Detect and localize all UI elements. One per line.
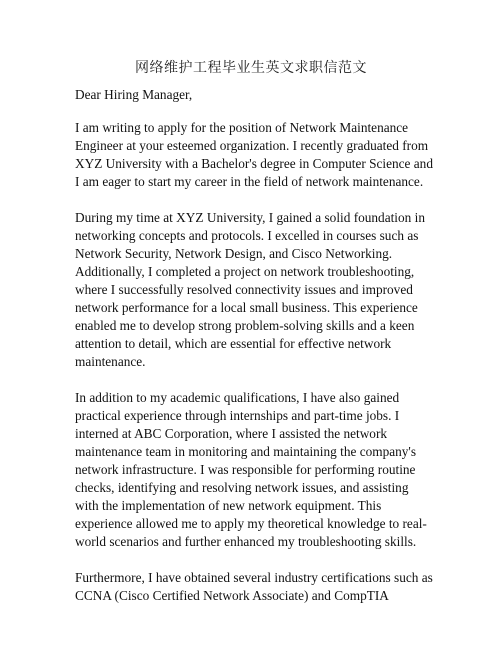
letter-body [75, 86, 435, 623]
paragraph-experience: In addition to my academic qualifications, I have also gained practical experience through internships and part-time jobs. I interned at ABC Corporation, where I assisted the network maintenance team in monitoring and maintaining the company's network infrastructure. I was responsible for performing routine checks, identifying and resolving network issues, and assisting with the implementation of new network equipment. This experience allowed me to apply my theoretical knowledge to real-world scenarios and further enhanced my troubleshooting skills. [75, 390, 427, 549]
paragraph-intro: I am writing to apply for the position of Network Maintenance Engineer at your esteemed organization. I recently graduated from XYZ University with a Bachelor's degree in Computer Science and I am eager to start my career in the field of network maintenance. [75, 120, 433, 189]
paragraph-education: During my time at XYZ University, I gained a solid foundation in networking concepts and protocols. I excelled in courses such as Network Security, Network Design, and Cisco Networking. Additionally, I completed a project on network troubleshooting, where I successfully resolved connectivity issues and improved network performance for a local small business. This experience enabled me to develop strong problem-solving skills and a keen attention to detail, which are essential for effective network maintenance. [75, 210, 425, 369]
document-title: 网络维护工程毕业生英文求职信范文 [135, 60, 367, 76]
paragraph-certifications: Furthermore, I have obtained several industry certifications such as CCNA (Cisco Certified Network Associate) and CompTIA [75, 570, 433, 603]
salutation: Dear Hiring Manager, [75, 87, 193, 102]
